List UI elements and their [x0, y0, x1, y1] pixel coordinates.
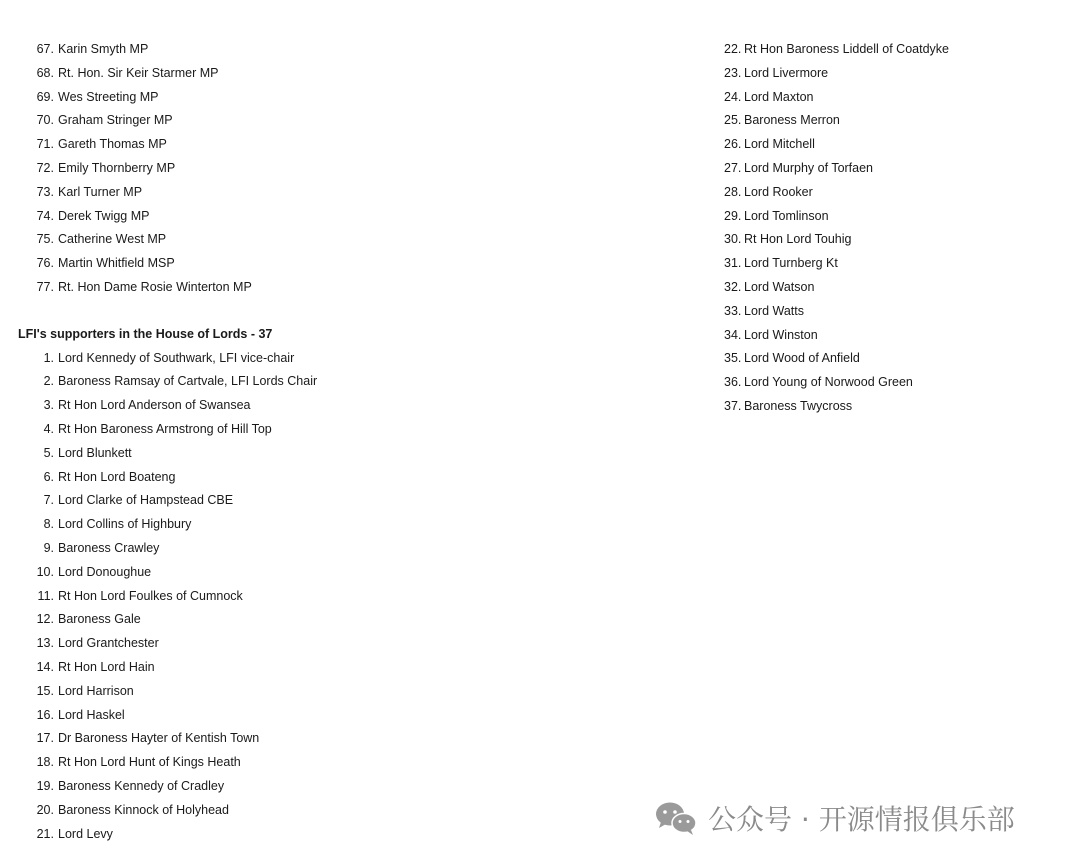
list-item [18, 680, 658, 704]
item-number: 5. [43, 445, 54, 460]
item-name: Lord Maxton [744, 89, 814, 104]
item-number: 4. [43, 421, 54, 436]
list-item [18, 62, 658, 86]
item-number: 75. [36, 232, 54, 247]
list-item [724, 395, 1064, 419]
list-item [18, 228, 658, 252]
item-number: 14. [36, 659, 54, 674]
item-number: 9. [43, 540, 54, 555]
item-number: 33. [724, 303, 742, 318]
item-number: 68. [36, 65, 54, 80]
right-column [724, 38, 1064, 419]
item-name: Lord Levy [58, 826, 113, 841]
list-item [18, 656, 658, 680]
item-name: Lord Blunkett [58, 445, 132, 460]
item-name: Baroness Gale [58, 612, 141, 627]
item-name: Lord Donoughue [58, 564, 152, 579]
item-number: 73. [36, 184, 54, 199]
list-item [724, 347, 1064, 371]
wechat-icon [654, 800, 698, 836]
item-name: Martin Whitfield MSP [58, 256, 175, 271]
item-name: Derek Twigg MP [58, 208, 150, 223]
item-name: Dr Baroness Hayter of Kentish Town [58, 731, 260, 746]
item-number: 15. [36, 683, 54, 698]
list-item [18, 608, 658, 632]
list-item [724, 157, 1064, 181]
item-number: 37. [724, 398, 742, 413]
item-number: 36. [724, 375, 742, 390]
item-name: Baroness Kinnock of Holyhead [58, 802, 229, 817]
item-name: Baroness Twycross [744, 398, 853, 413]
item-number: 18. [36, 755, 54, 770]
mps-list [18, 38, 658, 300]
item-name: Wes Streeting MP [58, 89, 159, 104]
lords-list-part-1 [18, 347, 658, 847]
item-name: Lord Kennedy of Southwark, LFI vice-chair [58, 350, 295, 365]
item-name: Emily Thornberry MP [58, 160, 176, 175]
list-item [18, 799, 658, 823]
item-name: Rt Hon Lord Anderson of Swansea [58, 398, 251, 413]
list-item [18, 775, 658, 799]
item-name: Lord Turnberg Kt [744, 256, 838, 271]
item-name: Karl Turner MP [58, 184, 143, 199]
item-number: 24. [724, 89, 742, 104]
item-number: 34. [724, 327, 742, 342]
watermark [654, 795, 1015, 841]
item-name: Baroness Ramsay of Cartvale, LFI Lords Chair [58, 374, 318, 389]
item-number: 2. [43, 374, 54, 389]
item-name: Lord Watts [744, 303, 804, 318]
list-item [18, 38, 658, 62]
item-number: 23. [724, 65, 742, 80]
item-number: 25. [724, 113, 742, 128]
item-number: 10. [36, 564, 54, 579]
list-item [18, 133, 658, 157]
item-name: Lord Rooker [744, 184, 813, 199]
item-name: Lord Watson [744, 279, 815, 294]
item-number: 13. [36, 636, 54, 651]
list-item [724, 181, 1064, 205]
lords-list-part-2 [724, 38, 1064, 419]
item-number: 8. [43, 517, 54, 532]
item-number: 70. [36, 113, 54, 128]
item-name: Lord Harrison [58, 683, 134, 698]
item-number: 31. [724, 256, 742, 271]
item-name: Rt. Hon. Sir Keir Starmer MP [58, 65, 219, 80]
item-number: 28. [724, 184, 742, 199]
item-name: Rt Hon Lord Hunt of Kings Heath [58, 755, 241, 770]
item-number: 74. [36, 208, 54, 223]
list-item [18, 157, 658, 181]
item-name: Lord Winston [744, 327, 818, 342]
item-number: 3. [43, 398, 54, 413]
item-number: 77. [36, 279, 54, 294]
list-item [18, 585, 658, 609]
list-item [724, 205, 1064, 229]
list-item [724, 300, 1064, 324]
item-name: Rt Hon Lord Foulkes of Cumnock [58, 588, 243, 603]
item-name: Lord Haskel [58, 707, 125, 722]
item-number: 17. [36, 731, 54, 746]
list-item [18, 109, 658, 133]
item-name: Lord Wood of Anfield [744, 351, 860, 366]
item-number: 67. [36, 42, 54, 56]
list-item [724, 324, 1064, 348]
list-item [18, 181, 658, 205]
item-name: Rt Hon Lord Boateng [58, 469, 176, 484]
watermark-text: 公众号 · 开源情报俱乐部 [708, 803, 1015, 836]
item-number: 16. [36, 707, 54, 722]
list-item [18, 370, 658, 394]
list-item [724, 252, 1064, 276]
list-item [724, 133, 1064, 157]
item-number: 19. [36, 778, 54, 793]
list-item [18, 252, 658, 276]
item-number: 20. [36, 802, 54, 817]
item-name: Karin Smyth MP [58, 42, 149, 56]
item-name: Gareth Thomas MP [58, 137, 167, 152]
item-number: 35. [724, 351, 742, 366]
item-number: 30. [724, 232, 742, 247]
list-item [724, 62, 1064, 86]
item-name: Catherine West MP [58, 232, 167, 247]
item-name: Rt Hon Lord Hain [58, 659, 155, 674]
item-number: 26. [724, 137, 742, 152]
list-item [18, 466, 658, 490]
item-name: Lord Collins of Highbury [58, 517, 192, 532]
item-name: Lord Murphy of Torfaen [744, 160, 874, 175]
item-name: Lord Grantchester [58, 636, 159, 651]
list-item [18, 205, 658, 229]
item-number: 12. [36, 612, 54, 627]
list-item [18, 442, 658, 466]
item-number: 6. [43, 469, 54, 484]
lords-heading: LFI's supporters in the House of Lords - 37 [18, 326, 273, 341]
list-item [18, 86, 658, 110]
list-item [18, 632, 658, 656]
item-name: Rt. Hon Dame Rosie Winterton MP [58, 279, 252, 294]
list-item [724, 276, 1064, 300]
item-name: Lord Tomlinson [744, 208, 829, 223]
list-item [18, 489, 658, 513]
item-number: 76. [36, 256, 54, 271]
list-item [724, 86, 1064, 110]
item-name: Baroness Merron [744, 113, 840, 128]
list-item [18, 537, 658, 561]
item-number: 11. [37, 588, 54, 603]
list-item [18, 347, 658, 371]
list-item [18, 704, 658, 728]
item-number: 1. [43, 350, 54, 365]
item-number: 29. [724, 208, 742, 223]
item-name: Graham Stringer MP [58, 113, 173, 128]
list-item [18, 751, 658, 775]
list-item [724, 109, 1064, 133]
list-item [18, 394, 658, 418]
item-name: Lord Young of Norwood Green [744, 375, 913, 390]
list-item [18, 561, 658, 585]
item-name: Baroness Crawley [58, 540, 160, 555]
item-number: 7. [43, 493, 54, 508]
item-number: 72. [36, 160, 54, 175]
item-number: 21. [36, 826, 54, 841]
list-item [18, 823, 658, 847]
item-name: Rt Hon Lord Touhig [744, 232, 852, 247]
item-number: 27. [724, 160, 742, 175]
item-name: Baroness Kennedy of Cradley [58, 778, 225, 793]
list-item [18, 418, 658, 442]
left-column [18, 38, 658, 846]
item-name: Rt Hon Baroness Liddell of Coatdyke [744, 42, 949, 56]
item-name: Lord Livermore [744, 65, 829, 80]
list-item [18, 513, 658, 537]
item-number: 32. [724, 279, 742, 294]
list-item [18, 276, 658, 300]
list-item [724, 371, 1064, 395]
item-name: Rt Hon Baroness Armstrong of Hill Top [58, 421, 272, 436]
item-number: 69. [36, 89, 54, 104]
item-name: Lord Clarke of Hampstead CBE [58, 493, 234, 508]
list-item [724, 228, 1064, 252]
item-name: Lord Mitchell [744, 137, 815, 152]
item-number: 71. [36, 137, 54, 152]
list-item [724, 38, 1064, 62]
list-item [18, 727, 658, 751]
item-number: 22. [724, 42, 742, 56]
